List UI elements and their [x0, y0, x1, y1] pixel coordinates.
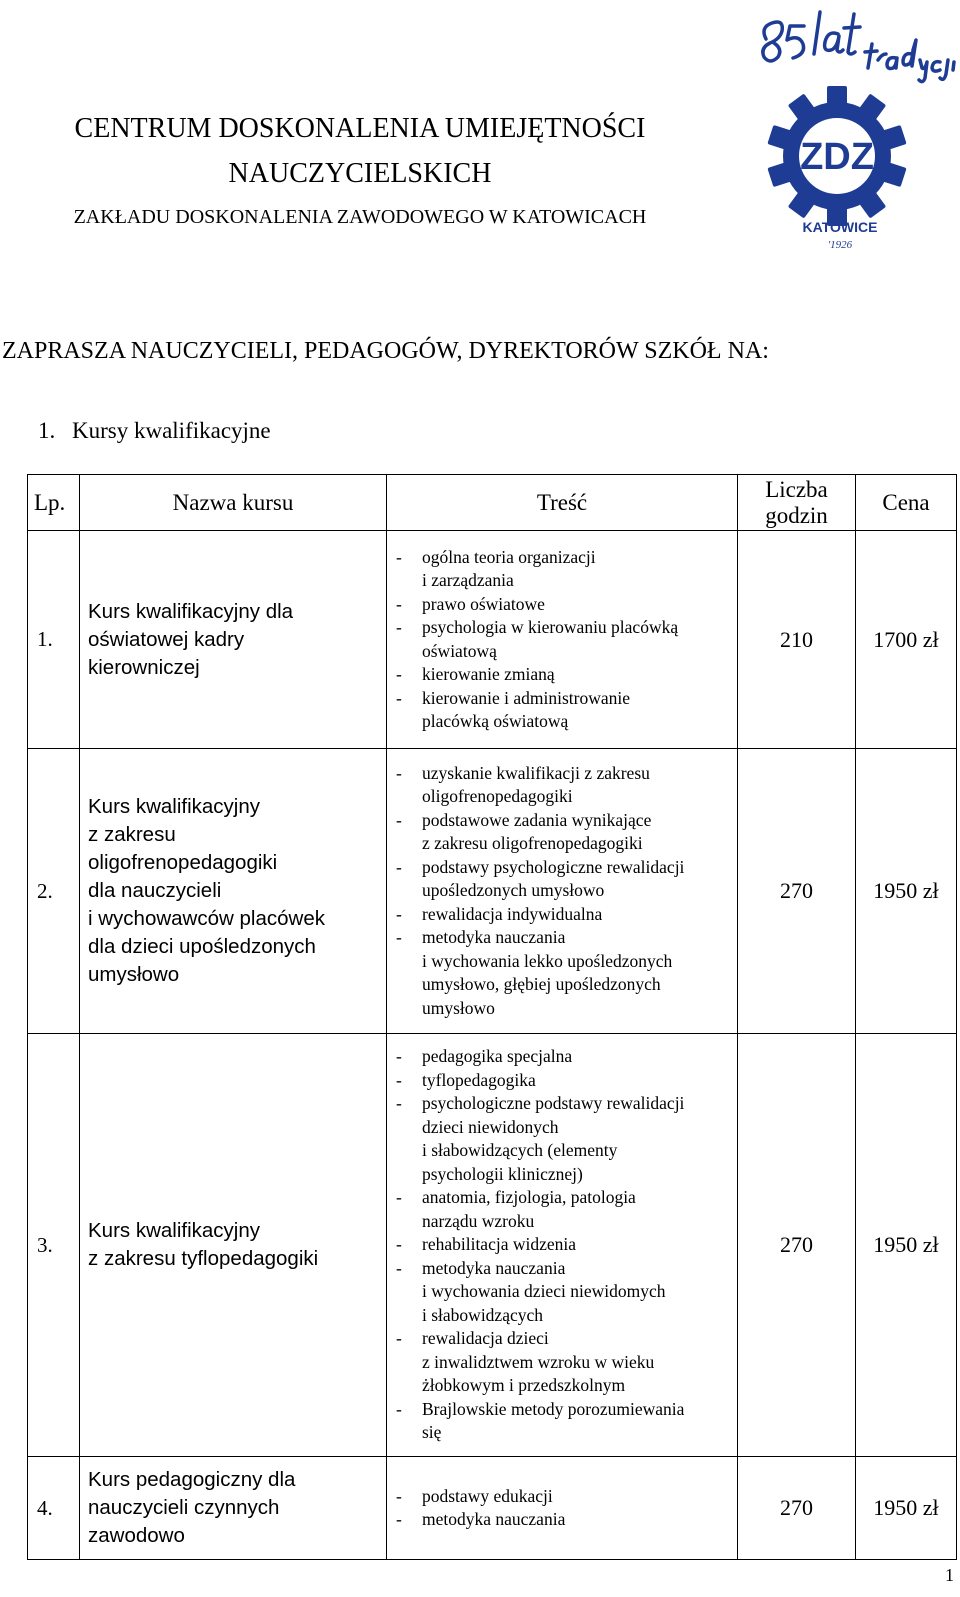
course-hours: 270: [738, 749, 856, 1034]
course-content-list: [394, 1045, 733, 1445]
course-content-list: [394, 762, 733, 1021]
svg-text:ZDZ: ZDZ: [800, 136, 874, 178]
header-lp: Lp.: [28, 475, 80, 531]
page-title-line2: NAUCZYCIELSKICH: [228, 158, 492, 189]
course-content-cell: [387, 749, 738, 1034]
section-title: Kursy kwalifikacyjne: [72, 418, 271, 443]
header-hours: [738, 475, 856, 531]
course-hours: 270: [738, 1457, 856, 1560]
course-hours: 210: [738, 531, 856, 749]
course-content-cell: [387, 531, 738, 749]
list-item: - metodyka nauczania i wychowania dzieci niewidomych i słabowidzących: [394, 1257, 733, 1328]
course-name-cell: [80, 531, 387, 749]
list-item: - uzyskanie kwalifikacji z zakresu oligofrenopedagogiki: [394, 762, 733, 809]
list-item: - Brajlowskie metody porozumiewania się: [394, 1398, 733, 1445]
section-heading: [38, 416, 271, 446]
section-number: 1.: [38, 418, 56, 443]
course-name-cell: [80, 749, 387, 1034]
page-title-line1: CENTRUM DOSKONALENIA UMIEJĘTNOŚCI: [74, 113, 646, 144]
course-content-cell: [387, 1034, 738, 1457]
invitation-heading: ZAPRASZA NAUCZYCIELI, PEDAGOGÓW, DYREKTORÓW SZKÓŁ NA:: [2, 338, 769, 364]
header-hours-label: Liczba godzin: [765, 476, 828, 528]
course-content-cell: [387, 1457, 738, 1560]
course-content-list: [394, 546, 733, 734]
course-price: 1950 zł: [856, 1034, 957, 1457]
list-item: - metodyka nauczania i wychowania lekko upośledzonych umysłowo, głębiej upośledzonych umysłowo: [394, 926, 733, 1020]
course-price: 1700 zł: [856, 531, 957, 749]
svg-text:KATOWICE: KATOWICE: [802, 219, 878, 235]
course-content-list: [394, 1485, 733, 1532]
course-name: Kurs pedagogiczny dla nauczycieli czynnych zawodowo: [88, 1468, 296, 1547]
list-item: - podstawowe zadania wynikające z zakresu oligofrenopedagogiki: [394, 809, 733, 856]
course-hours: 270: [738, 1034, 856, 1457]
table-row: [28, 749, 957, 1034]
list-item: - tyflopedagogika: [394, 1069, 733, 1093]
page-subtitle: ZAKŁADU DOSKONALENIA ZAWODOWEGO W KATOWICACH: [73, 206, 647, 228]
course-name: Kurs kwalifikacyjny z zakresu tyflopedagogiki: [88, 1219, 319, 1270]
course-number: 2.: [28, 749, 80, 1034]
list-item: - anatomia, fizjologia, patologia narządu wzroku: [394, 1186, 733, 1233]
list-item: - kierowanie i administrowanie placówką oświatową: [394, 687, 733, 734]
list-item: - rehabilitacja widzenia: [394, 1233, 733, 1257]
course-name-cell: [80, 1457, 387, 1560]
list-item: - pedagogika specjalna: [394, 1045, 733, 1069]
course-name-cell: [80, 1034, 387, 1457]
course-number: 1.: [28, 531, 80, 749]
list-item: - ogólna teoria organizacji i zarządzania: [394, 546, 733, 593]
list-item: - kierowanie zmianą: [394, 663, 733, 687]
list-item: - rewalidacja dzieci z inwalidztwem wzroku w wieku żłobkowym i przedszkolnym: [394, 1327, 733, 1398]
course-number: 4.: [28, 1457, 80, 1560]
page-number: 1: [945, 1565, 954, 1585]
table-header-row: [28, 475, 957, 531]
svg-text:'1926: '1926: [827, 239, 853, 251]
course-number: 3.: [28, 1034, 80, 1457]
table-row: [28, 1457, 957, 1560]
list-item: - psychologiczne podstawy rewalidacji dzieci niewidonych i słabowidzących (elementy psychologii klinicznej): [394, 1092, 733, 1186]
table-row: [28, 531, 957, 749]
course-name: Kurs kwalifikacyjny z zakresu oligofrenopedagogiki dla nauczycieli i wychowawców placówek dla dzieci upośledzonych umysłowo: [88, 795, 325, 986]
list-item: - metodyka nauczania: [394, 1508, 733, 1532]
zdz-emblem-icon: [760, 4, 960, 251]
course-price: 1950 zł: [856, 1457, 957, 1560]
list-item: - prawo oświatowe: [394, 593, 733, 617]
courses-table: [27, 474, 957, 1560]
list-item: - rewalidacja indywidualna: [394, 903, 733, 927]
list-item: - podstawy psychologiczne rewalidacji upośledzonych umysłowo: [394, 856, 733, 903]
list-item: - psychologia w kierowaniu placówką oświatową: [394, 616, 733, 663]
zdz-logo: [760, 4, 960, 251]
header-content: Treść: [387, 475, 738, 531]
header-name: Nazwa kursu: [80, 475, 387, 531]
course-name: Kurs kwalifikacyjny dla oświatowej kadry kierowniczej: [88, 599, 294, 679]
header-price: Cena: [856, 475, 957, 531]
list-item: - podstawy edukacji: [394, 1485, 733, 1509]
table-row: [28, 1034, 957, 1457]
course-price: 1950 zł: [856, 749, 957, 1034]
